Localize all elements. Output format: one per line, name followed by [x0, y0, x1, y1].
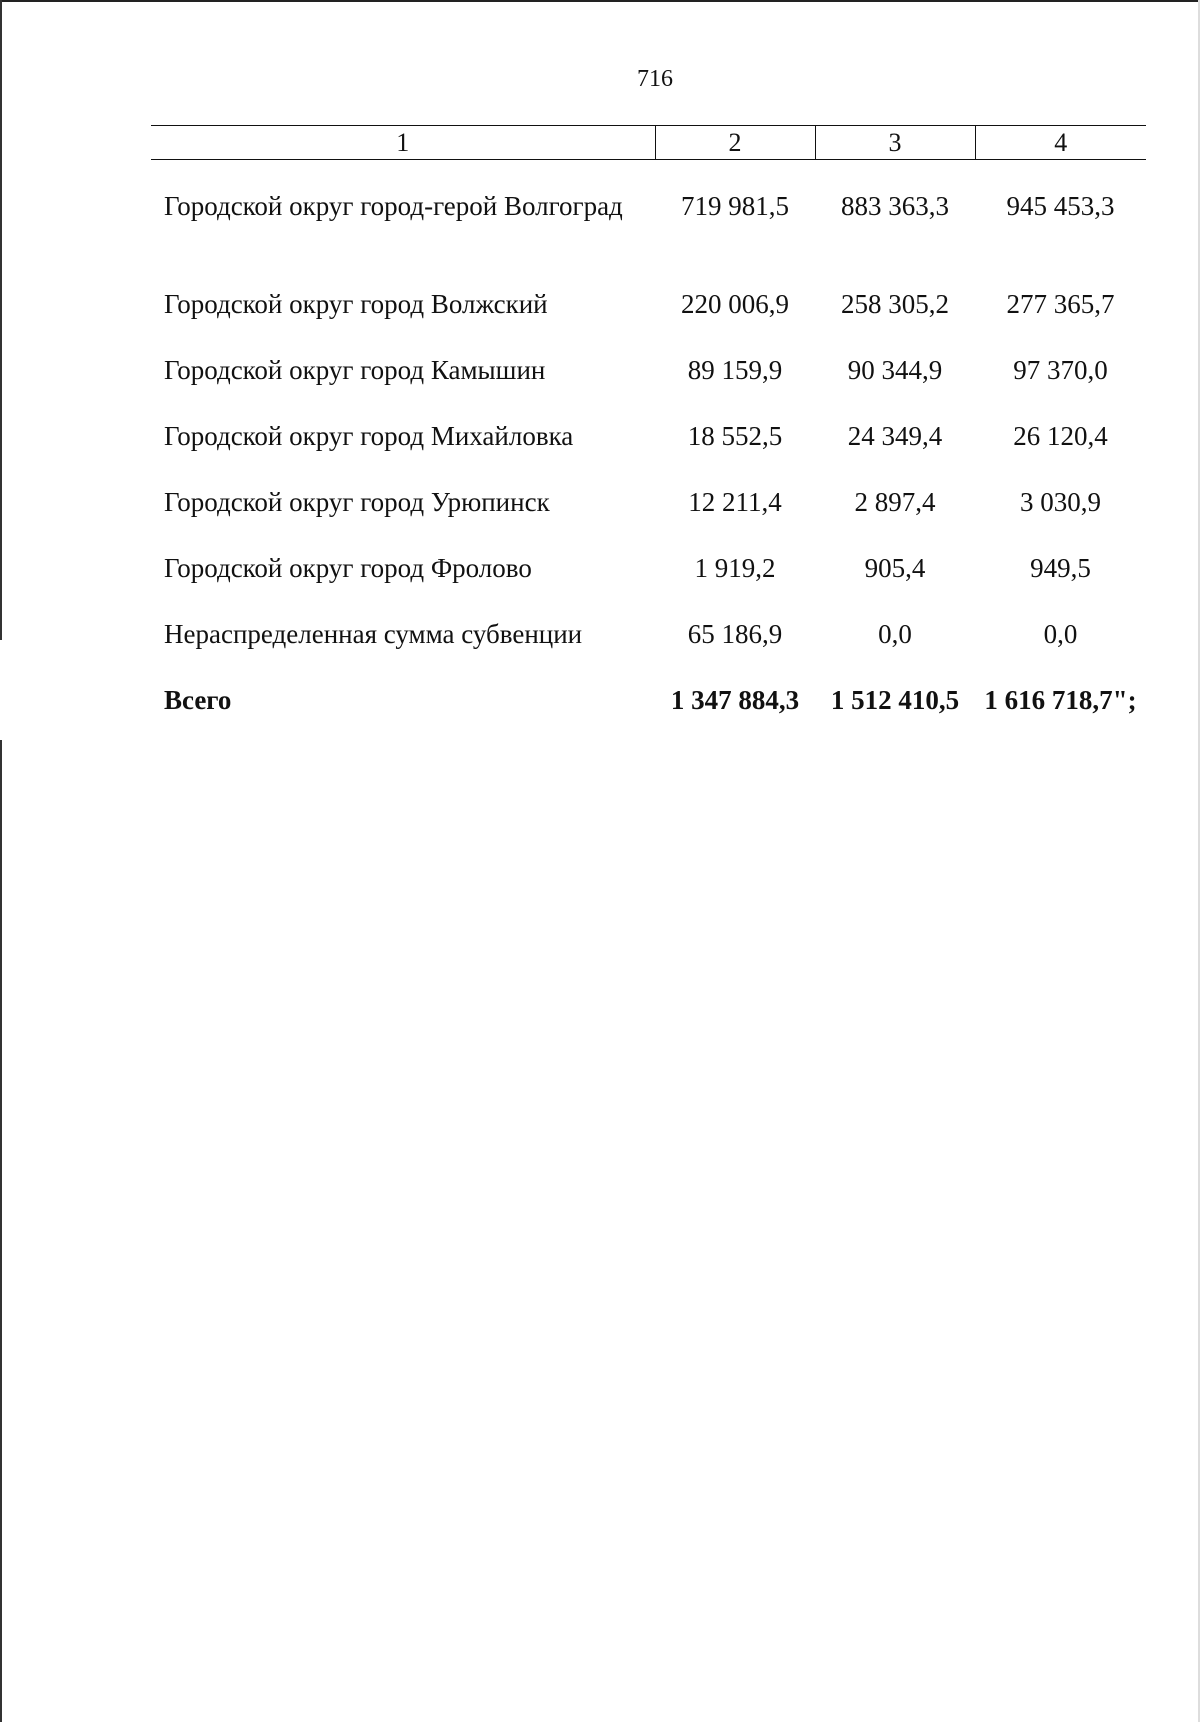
row-value-col-4: 949,5 — [1030, 553, 1091, 583]
header-col-1: 1 — [151, 126, 655, 160]
scan-edge-left — [0, 0, 2, 640]
row-value-col-4: 277 365,7 — [1006, 289, 1115, 319]
row-value-col-2: 220 006,9 — [681, 289, 789, 319]
row-value-col-3: 2 897,4 — [854, 487, 936, 517]
row-value-col-3: 258 305,2 — [841, 289, 949, 319]
scan-edge-left-lower — [0, 740, 2, 1722]
row-name: Городской округ город Урюпинск — [164, 487, 550, 517]
table-row — [151, 190, 1146, 288]
row-name: Городской округ город-герой Волгоград — [164, 191, 623, 221]
row-value-col-3: 883 363,3 — [841, 191, 949, 221]
data-table — [151, 125, 1146, 716]
row-value-col-3: 0,0 — [878, 619, 912, 649]
table-row — [151, 618, 1146, 684]
row-value-col-4: 97 370,0 — [1013, 355, 1108, 385]
row-value-col-4: 26 120,4 — [1013, 421, 1108, 451]
row-value-col-3: 905,4 — [864, 553, 926, 583]
row-value-col-2: 18 552,5 — [687, 421, 783, 451]
row-value-col-3: 90 344,9 — [847, 355, 943, 385]
total-value-col-2: 1 347 884,3 — [670, 685, 800, 715]
table-row — [151, 354, 1146, 420]
row-value-col-2: 89 159,9 — [687, 355, 783, 385]
table-row — [151, 288, 1146, 354]
header-col-2: 2 — [655, 126, 815, 160]
total-label: Всего — [164, 685, 232, 715]
total-value-col-3: 1 512 410,5 — [830, 685, 960, 715]
row-value-col-4: 3 030,9 — [1020, 487, 1101, 517]
header-col-4: 4 — [975, 126, 1146, 160]
row-value-col-2: 719 981,5 — [681, 191, 789, 221]
subvention-table — [151, 125, 1146, 716]
page-number: 716 — [637, 66, 673, 92]
row-name: Городской округ город Михайловка — [164, 421, 574, 451]
row-value-col-4: 0,0 — [1043, 619, 1078, 649]
row-value-col-2: 1 919,2 — [694, 553, 776, 583]
row-name: Городской округ город Фролово — [164, 553, 532, 583]
table-row — [151, 420, 1146, 486]
row-value-col-2: 65 186,9 — [687, 619, 783, 649]
row-name: Городской округ город Камышин — [164, 355, 546, 385]
spacer-row — [151, 160, 1146, 191]
total-row — [151, 684, 1146, 716]
scan-edge-top — [0, 0, 1200, 2]
table-row — [151, 552, 1146, 618]
row-name: Нераспределенная сумма субвенции — [164, 619, 583, 649]
total-value-col-4: 1 616 718,7"; — [984, 685, 1137, 715]
table-row — [151, 486, 1146, 552]
header-col-3: 3 — [815, 126, 975, 160]
row-value-col-2: 12 211,4 — [688, 487, 782, 517]
row-value-col-4: 945 453,3 — [1006, 191, 1115, 221]
row-value-col-3: 24 349,4 — [847, 421, 943, 451]
header-row — [151, 126, 1146, 160]
row-name: Городской округ город Волжский — [164, 289, 548, 319]
